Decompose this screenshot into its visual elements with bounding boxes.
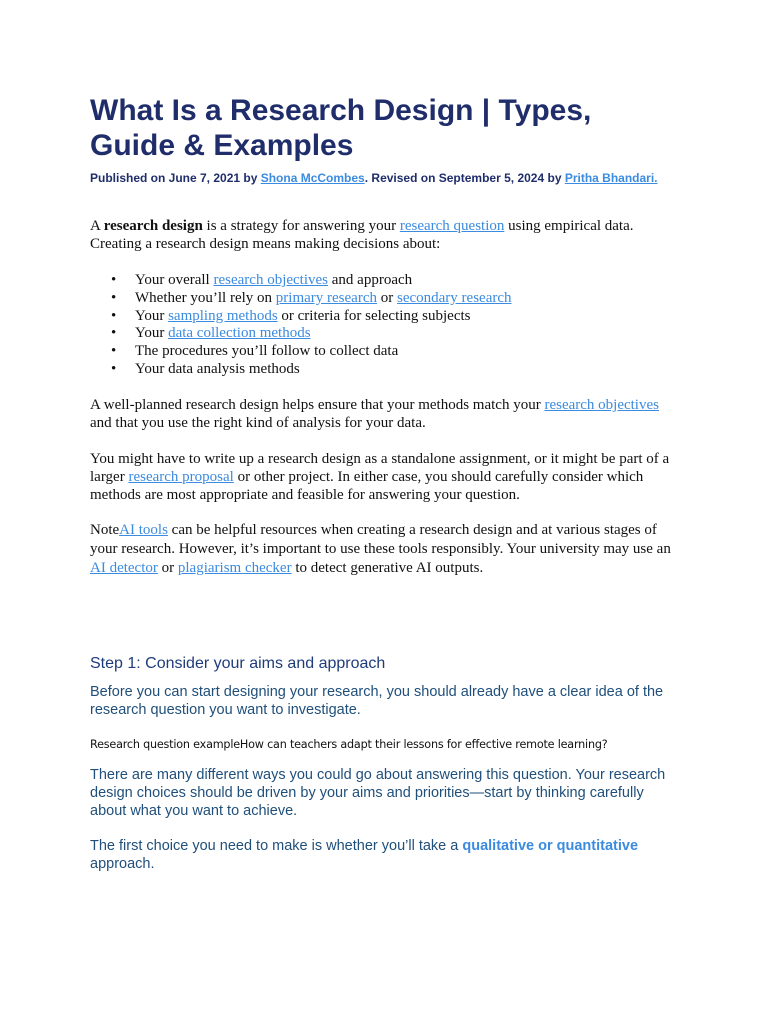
paragraph-text: You might have to write up a research design as a standalone assignment, or it might be part of a larger	[90, 451, 670, 485]
list-item-text: and approach	[328, 272, 413, 288]
paragraph-text: The first choice you need to make is whether you’ll take a	[90, 838, 463, 854]
example-text: How can teachers adapt their lessons for effective remote learning?	[239, 738, 608, 751]
decision-list	[90, 271, 678, 378]
qualitative-quantitative-link[interactable]: qualitative or quantitative	[462, 838, 639, 854]
sampling-methods-link[interactable]: sampling methods	[168, 307, 278, 324]
step1-heading: Step 1: Consider your aims and approach	[90, 655, 386, 672]
research-objectives-link-2[interactable]: research objectives	[544, 397, 659, 413]
list-item	[90, 289, 678, 307]
list-item-text: Your data analysis methods	[135, 360, 300, 377]
data-collection-methods-link[interactable]: data collection methods	[168, 325, 311, 342]
intro-bold-term: research design	[103, 218, 203, 234]
list-item-text: or	[377, 289, 397, 306]
note-label: Note	[90, 522, 120, 538]
list-item	[90, 324, 678, 342]
paragraph-text: or other project. In either case, you should carefully consider which methods are most appropriate and feasible for answering your question.	[90, 469, 644, 503]
intro-text-mid: is a strategy for answering your	[202, 218, 400, 234]
byline	[90, 171, 690, 186]
author-link-shona-mccombes[interactable]: Shona McCombes	[260, 171, 365, 185]
list-item-text: Your	[135, 307, 169, 324]
ai-note	[90, 521, 678, 578]
paragraph-text: A well-planned research design helps ensure that your methods match your	[90, 397, 545, 413]
list-item	[90, 360, 678, 378]
revised-date-text: . Revised on September 5, 2024 by	[364, 171, 565, 185]
ai-detector-link[interactable]: AI detector	[90, 560, 158, 576]
research-question-link[interactable]: research question	[399, 218, 505, 234]
research-proposal-link[interactable]: research proposal	[128, 469, 234, 485]
paragraph-text: and that you use the right kind of analysis for your data.	[90, 415, 426, 431]
note-text: or	[157, 560, 178, 576]
research-question-example	[90, 737, 690, 752]
list-item-text: Whether you’ll rely on	[135, 289, 276, 306]
note-text: can be helpful resources when creating a research design and at various stages of your research. However, it’s important to use these tools responsibly. Your university may use an	[90, 522, 671, 557]
secondary-research-link[interactable]: secondary research	[397, 289, 512, 306]
list-item-text: Your overall	[135, 272, 214, 288]
list-item	[90, 307, 678, 325]
intro-text-rest: using empirical data. Creating a research design means making decisions about:	[90, 218, 634, 252]
list-item-text: Your	[135, 325, 169, 342]
list-item	[90, 342, 678, 360]
intro-paragraph	[90, 217, 678, 253]
paragraph-text: approach.	[90, 856, 155, 872]
ai-tools-link[interactable]: AI tools	[119, 522, 168, 538]
aims-paragraph: There are many different ways you could go about answering this question. Your research design choices should be driven by your aims and priorities—start by thinking carefully about what you want to achieve.	[90, 767, 666, 819]
author-link-pritha-bhandari[interactable]: Pritha Bhandari.	[564, 171, 658, 185]
list-item-text: or criteria for selecting subjects	[277, 307, 471, 324]
research-objectives-link[interactable]: research objectives	[213, 272, 329, 288]
objectives-paragraph	[90, 396, 678, 432]
approach-paragraph	[90, 837, 678, 873]
list-item-text: The procedures you’ll follow to collect data	[135, 343, 399, 360]
intro-text-a: A	[90, 218, 104, 234]
step1-paragraph: Before you can start designing your research, you should already have a clear idea of the research question you want to investigate.	[90, 684, 664, 718]
page-title: What Is a Research Design | Types, Guide & Examples	[90, 94, 592, 162]
plagiarism-checker-link[interactable]: plagiarism checker	[177, 560, 292, 576]
primary-research-link[interactable]: primary research	[275, 289, 377, 306]
list-item	[90, 271, 678, 289]
published-date-text: Published on June 7, 2021 by	[90, 171, 261, 185]
assignment-paragraph	[90, 450, 678, 504]
example-label: Research question example	[90, 738, 240, 751]
note-text: to detect generative AI outputs.	[291, 560, 484, 576]
